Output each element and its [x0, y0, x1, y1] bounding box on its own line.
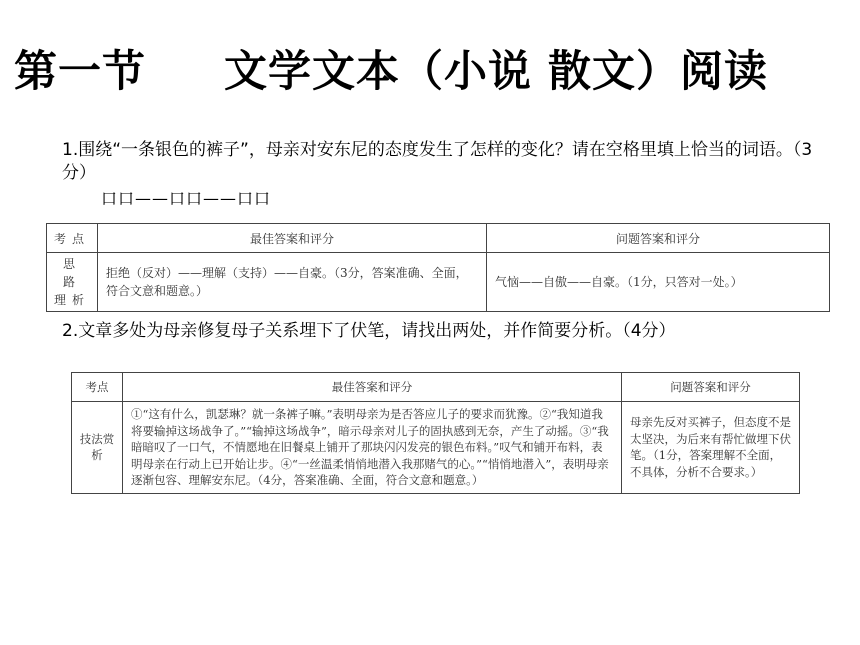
table-header-row	[72, 373, 800, 402]
table-header-row	[47, 224, 830, 253]
problem-answer-cell: 气恼——自傲——自豪。（1分，只答对一处。）	[487, 253, 830, 312]
best-answer-cell: 拒绝（反对）——理解（支持）——自豪。（3分，答案准确、全面，符合文意和题意。）	[98, 253, 487, 312]
header-best-answer: 最佳答案和评分	[123, 373, 622, 402]
best-answer-cell: ①“这有什么，凯瑟琳？就一条裤子嘛。”表明母亲为是否答应儿子的要求而犹豫。②“我知道我将要输掉这场战争了。”“输掉这场战争”，暗示母亲对儿子的固执感到无奈，产生了动摇。③“我暗暗叹了一口气，不情愿地在旧餐桌上铺开了那块闪闪发亮的银色布料。”叹气和铺开布料，表明母亲在行动上已开始让步。④“一丝温柔悄悄地潜入我那赌气的心。”“悄悄地潜入”，表明母亲逐渐包容、理解安东尼。（4分，答案准确、全面，符合文意和题意。）	[123, 402, 622, 494]
problem-answer-cell: 母亲先反对买裤子，但态度不是太坚决，为后来有帮忙做埋下伏笔。（1分，答案理解不全面，不具体，分析不合要求。）	[622, 402, 800, 494]
page-title	[14, 44, 846, 100]
question-2-scoring-table	[71, 372, 800, 494]
question-1-scoring-table	[46, 223, 830, 312]
section-number: 第一节	[14, 47, 146, 97]
section-topic: 文学文本（小说 散文）阅读	[224, 47, 768, 97]
header-problem-answer: 问题答案和评分	[487, 224, 830, 253]
table-row	[47, 253, 830, 312]
table-row	[72, 402, 800, 494]
header-topic: 考点	[47, 224, 98, 253]
question-1-text: 1.围绕“一条银色的裤子”，母亲对安东尼的态度发生了怎样的变化？请在空格里填上恰当的词语。（3分）	[62, 140, 813, 183]
question-2-text: 2.文章多处为母亲修复母子关系埋下了伏笔，请找出两处，并作简要分析。（4分）	[62, 321, 676, 341]
header-problem-answer: 问题答案和评分	[622, 373, 800, 402]
answer-blanks: 口口——口口——口口	[101, 189, 272, 208]
header-best-answer: 最佳答案和评分	[98, 224, 487, 253]
header-topic: 考点	[72, 373, 123, 402]
row-label: 技法赏析	[72, 402, 123, 494]
row-label: 思 路 理析	[47, 253, 98, 312]
